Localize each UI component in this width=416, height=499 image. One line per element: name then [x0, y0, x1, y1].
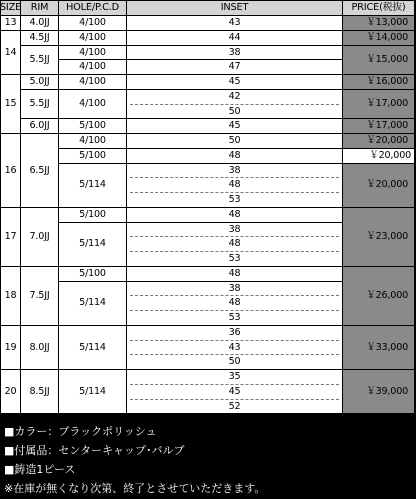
- inset-value: 48: [228, 179, 241, 191]
- price-cell: ￥15,000: [343, 46, 414, 75]
- hole-pcd-cell: 4/100: [59, 90, 126, 119]
- hole-pcd-cell: 4/100: [59, 31, 126, 45]
- header-inset: INSET: [127, 1, 342, 15]
- hole-pcd-cell: 5/100: [59, 149, 126, 163]
- note-accessories: ■付属品：センターキャップ･バルブ: [4, 444, 185, 457]
- inset-divider: [130, 236, 339, 237]
- price-cell: ￥20,000: [343, 134, 414, 148]
- rim-cell: 5.5JJ: [21, 46, 58, 75]
- inset-value: 45: [228, 76, 241, 88]
- header-price: PRICE(税抜): [343, 1, 414, 15]
- inset-value: 44: [228, 31, 241, 43]
- rim-cell: 4.5JJ: [21, 31, 58, 45]
- size-cell: 14: [1, 31, 20, 74]
- inset-value: 42: [228, 90, 241, 102]
- inset-value: 52: [228, 400, 241, 412]
- price-cell: ￥20,000: [343, 149, 414, 163]
- inset-value: 35: [228, 371, 241, 383]
- inset-value: 38: [228, 46, 241, 58]
- inset-value: 45: [228, 120, 241, 132]
- inset-value: 38: [228, 223, 241, 235]
- inset-divider: [130, 295, 339, 296]
- inset-value: 48: [228, 297, 241, 309]
- rim-cell: 6.5JJ: [21, 134, 58, 207]
- size-cell: 17: [1, 208, 20, 266]
- inset-value: 45: [228, 385, 241, 397]
- inset-value: 50: [228, 356, 241, 368]
- size-cell: 15: [1, 75, 20, 133]
- hole-pcd-cell: 4/100: [59, 134, 126, 148]
- inset-divider: [130, 192, 339, 193]
- price-cell: ￥23,000: [343, 208, 414, 266]
- inset-value: 48: [228, 238, 241, 250]
- inset-value: 36: [228, 326, 241, 338]
- note-stock: ※在庫が無くなり次第、終了とさせていただきます。: [4, 482, 266, 495]
- inset-value: 48: [228, 208, 241, 220]
- inset-value: 38: [228, 282, 241, 294]
- hole-pcd-cell: 4/100: [59, 60, 126, 74]
- rim-cell: 5.5JJ: [21, 90, 58, 119]
- size-cell: 19: [1, 326, 20, 369]
- rim-cell: 8.5JJ: [21, 370, 58, 413]
- inset-divider: [130, 384, 339, 385]
- inset-value: 53: [228, 312, 241, 324]
- inset-value: 48: [228, 267, 241, 279]
- rim-cell: 8.0JJ: [21, 326, 58, 369]
- hole-pcd-cell: 5/100: [59, 119, 126, 133]
- rim-cell: 7.5JJ: [21, 267, 58, 325]
- note-color: ■カラー：ブラックポリッシュ: [4, 425, 157, 438]
- inset-value: 48: [228, 149, 241, 161]
- inset-divider: [130, 177, 339, 178]
- hole-pcd-cell: 4/100: [59, 75, 126, 89]
- inset-value: 50: [228, 105, 241, 117]
- inset-divider: [130, 340, 339, 341]
- header-hole-pcd: HOLE/P.C.D: [59, 1, 126, 15]
- inset-value: 53: [228, 253, 241, 265]
- hole-pcd-cell: 5/114: [59, 164, 126, 207]
- inset-divider: [130, 354, 339, 355]
- hole-pcd-cell: 5/114: [59, 282, 126, 325]
- hole-pcd-cell: 4/100: [59, 46, 126, 60]
- price-cell: ￥13,000: [343, 16, 414, 30]
- price-cell: ￥20,000: [343, 164, 414, 207]
- size-cell: 13: [1, 16, 20, 30]
- price-cell: ￥17,000: [343, 90, 414, 119]
- hole-pcd-cell: 5/100: [59, 267, 126, 281]
- size-cell: 18: [1, 267, 20, 325]
- inset-value: 43: [228, 17, 241, 29]
- hole-pcd-cell: 5/114: [59, 223, 126, 266]
- inset-value: 43: [228, 341, 241, 353]
- price-cell: ￥16,000: [343, 75, 414, 89]
- inset-divider: [130, 399, 339, 400]
- rim-cell: 5.0JJ: [21, 75, 58, 89]
- inset-value: 47: [228, 61, 241, 73]
- price-cell: ￥26,000: [343, 267, 414, 325]
- price-cell: ￥39,000: [343, 370, 414, 413]
- hole-pcd-cell: 5/114: [59, 370, 126, 413]
- inset-value: 38: [228, 164, 241, 176]
- rim-cell: 6.0JJ: [21, 119, 58, 133]
- size-cell: 20: [1, 370, 20, 413]
- inset-value: 50: [228, 135, 241, 147]
- price-cell: ￥33,000: [343, 326, 414, 369]
- rim-cell: 7.0JJ: [21, 208, 58, 266]
- inset-divider: [130, 251, 339, 252]
- inset-value: 53: [228, 194, 241, 206]
- hole-pcd-cell: 5/100: [59, 208, 126, 222]
- hole-pcd-cell: 5/114: [59, 326, 126, 369]
- price-cell: ￥17,000: [343, 119, 414, 133]
- header-rim: RIM: [21, 1, 58, 15]
- note-construction: ■鋳造1ピース: [4, 463, 76, 476]
- price-cell: ￥14,000: [343, 31, 414, 45]
- size-cell: 16: [1, 134, 20, 207]
- header-size: SIZE: [0, 2, 22, 14]
- inset-divider: [130, 104, 339, 105]
- rim-cell: 4.0JJ: [21, 16, 58, 30]
- inset-divider: [130, 310, 339, 311]
- hole-pcd-cell: 4/100: [59, 16, 126, 30]
